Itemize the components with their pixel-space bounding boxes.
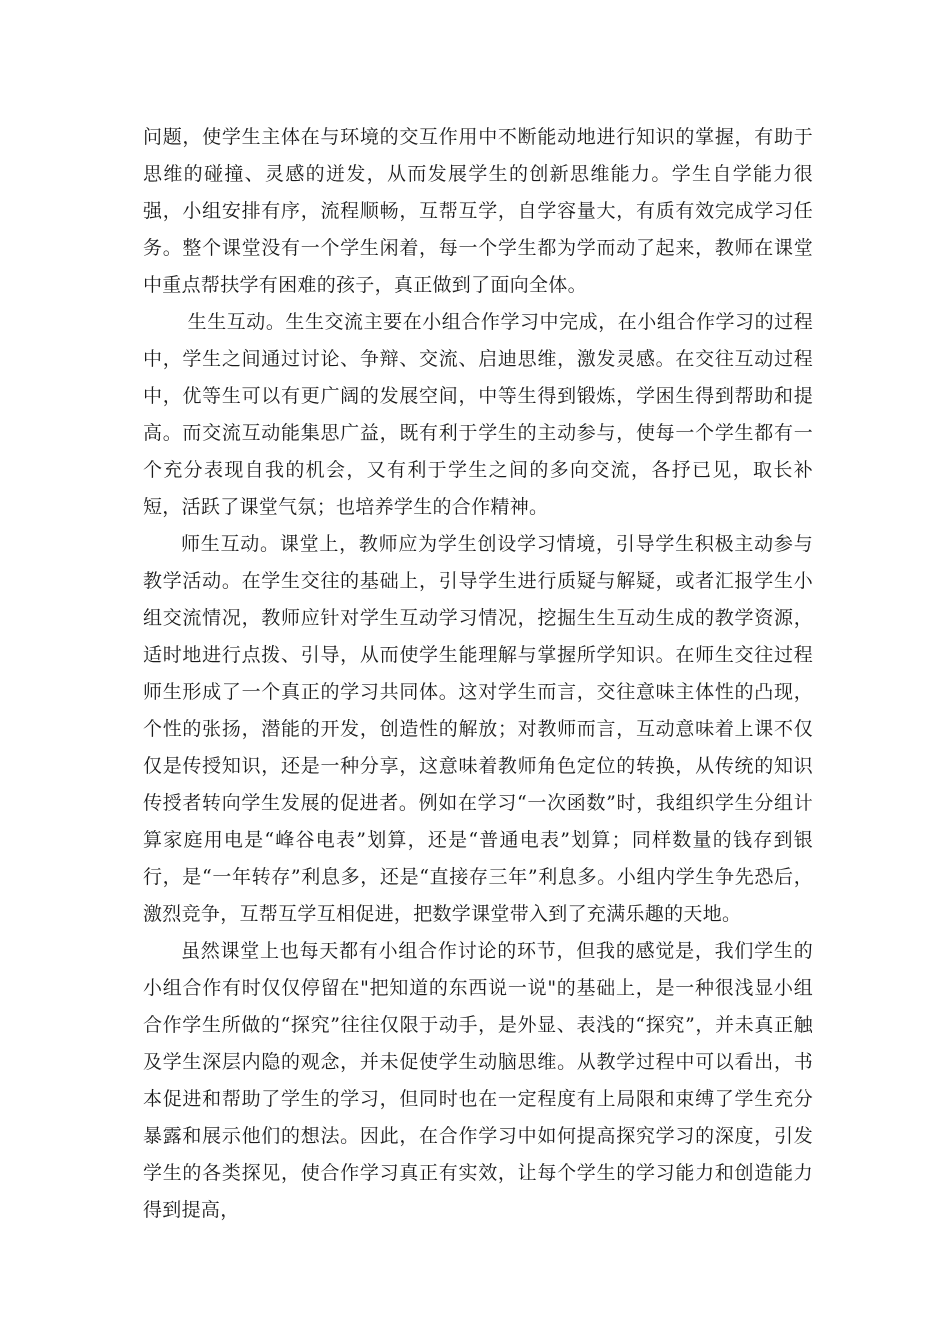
paragraph-teacher-student-interaction: 师生互动。课堂上，教师应为学生创设学习情境，引导学生积极主动参与教学活动。在学生交往的基础上，引导学生进行质疑与解疑，或者汇报学生小组交流情况，教师应针对学生互动学习情况，挖掘生生互动生成的教学资源，适时地进行点拨、引导，从而使学生能理解与掌握所学知识。在师生交往过程师生形成了一个真正的学习共同体。这对学生而言，交往意味主体性的凸现，个性的张扬，潜能的开发，创造性的解放；对教师而言，互动意味着上课不仅仅是传授知识，还是一种分享，这意味着教师角色定位的转换，从传统的知识传授者转向学生发展的促进者。例如在学习“一次函数”时，我组织学生分组计算家庭用电是“峰谷电表”划算，还是“普通电表”划算；同样数量的钱存到银行，是“一年转存”利息多，还是“直接存三年”利息多。小组内学生争先恐后，激烈竞争，互帮互学互相促进，把数学课堂带入到了充满乐趣的天地。	[143, 533, 813, 925]
paragraph-continuation: 问题，使学生主体在与环境的交互作用中不断能动地进行知识的掌握，有助于思维的碰撞、灵感的迸发，从而发展学生的创新思维能力。学生自学能力很强，小组安排有序，流程顺畅，互帮互学，自学容量大，有质有效完成学习任务。整个课堂没有一个学生闲着，每一个学生都为学而动了起来，教师在课堂中重点帮扶学有困难的孩子，真正做到了面向全体。	[143, 126, 813, 296]
paragraph-student-interaction: 生生互动。生生交流主要在小组合作学习中完成，在小组合作学习的过程中，学生之间通过讨论、争辩、交流、启迪思维，激发灵感。在交往互动过程中，优等生可以有更广阔的发展空间，中等生得到锻炼，学困生得到帮助和提高。而交流互动能集思广益，既有利于学生的主动参与，使每一个学生都有一个充分表现自我的机会，又有利于学生之间的多向交流，各抒已见，取长补短，活跃了课堂气氛；也培养学生的合作精神。	[143, 311, 813, 518]
document-body	[143, 119, 813, 1229]
paragraph-reflection: 虽然课堂上也每天都有小组合作讨论的环节，但我的感觉是，我们学生的小组合作有时仅仅停留在"把知道的东西说一说"的基础上，是一种很浅显小组合作学生所做的“探究”往往仅限于动手，是外显、表浅的“探究”，并未真正触及学生深层内隐的观念，并未促使学生动脑思维。从教学过程中可以看出，书本促进和帮助了学生的学习，但同时也在一定程度有上局限和束缚了学生充分暴露和展示他们的想法。因此，在合作学习中如何提高探究学习的深度，引发学生的各类探见，使合作学习真正有实效，让每个学生的学习能力和创造能力得到提高，	[143, 940, 813, 1221]
